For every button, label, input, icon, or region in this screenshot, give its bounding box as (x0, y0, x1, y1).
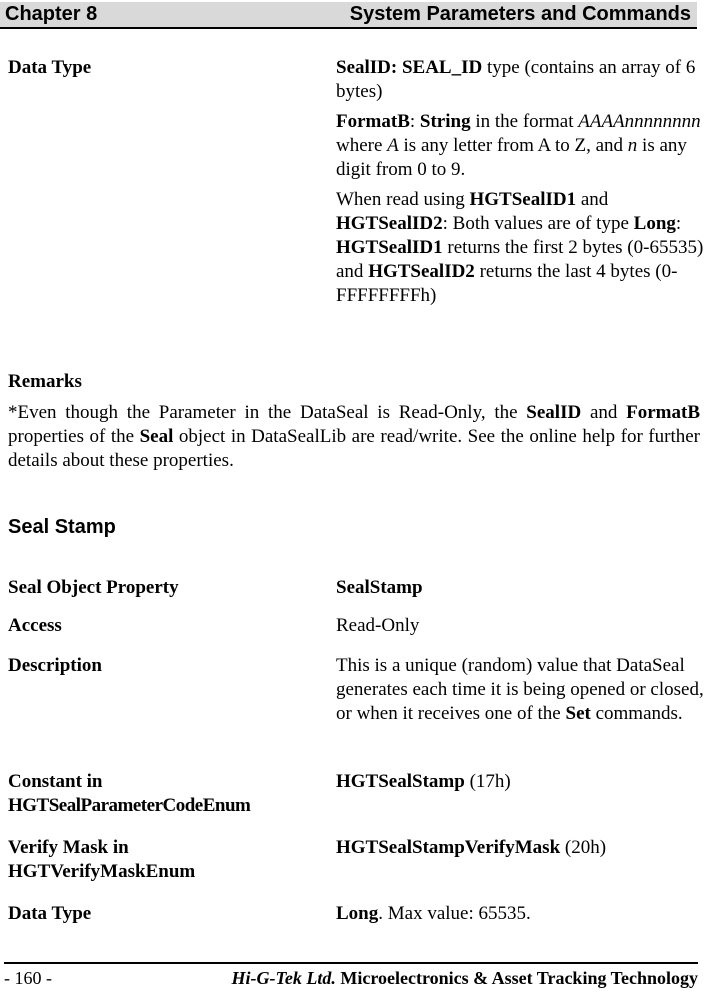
section-title: Seal Stamp (8, 516, 116, 538)
page-number: - 160 - (4, 967, 52, 988)
access-label: Access (8, 615, 62, 636)
description-label: Description (8, 655, 102, 676)
remarks-paragraph: *Even though the Parameter in the DataSeal is Read-Only, the SealID and FormatB properties of the Seal object in DataSealLib are read/write. See the online help for further details about these properties. (8, 402, 700, 471)
chapter-label: Chapter 8 (5, 3, 98, 25)
verify-value: HGTSealStampVerifyMask (20h) (336, 837, 607, 858)
property-label: Seal Object Property (8, 577, 179, 598)
datatype-long-value: Long. Max value: 65535. (336, 903, 531, 924)
page-footer (4, 962, 698, 992)
access-value: Read-Only (336, 615, 420, 636)
page-header (0, 2, 697, 29)
sealid-paragraph: SealID: SEAL_ID type (contains an array of 6 bytes) (336, 57, 696, 102)
datatype-value (336, 56, 705, 314)
chapter-title: System Parameters and Commands (349, 3, 691, 25)
remarks-heading: Remarks (8, 371, 82, 392)
footer-company: Hi-G-Tek Ltd. Microelectronics & Asset Tracking Technology (231, 967, 698, 988)
constant-label: Constant in HGTSealParameterCodeEnum (8, 771, 251, 816)
verify-label: Verify Mask in HGTVerifyMaskEnum (8, 837, 196, 882)
formatb-paragraph: FormatB: String in the format AAAAnnnnnnnn where A is any letter from A to Z, and n is any digit from 0 to 9. (336, 111, 701, 180)
datatype-label: Data Type (8, 57, 92, 78)
property-value: SealStamp (336, 577, 423, 598)
constant-value: HGTSealStamp (17h) (336, 771, 511, 792)
read-using-paragraph: When read using HGTSealID1 and HGTSealID2: Both values are of type Long: HGTSealID1 returns the first 2 bytes (0-65535) and HGTSealID2 returns the last 4 bytes (0-FFFFFFFFh) (336, 189, 704, 306)
datatype-long-label: Data Type (8, 903, 92, 924)
description-value: This is a unique (random) value that DataSeal generates each time it is being opened or closed, or when it receives one of the Set commands. (336, 655, 704, 724)
